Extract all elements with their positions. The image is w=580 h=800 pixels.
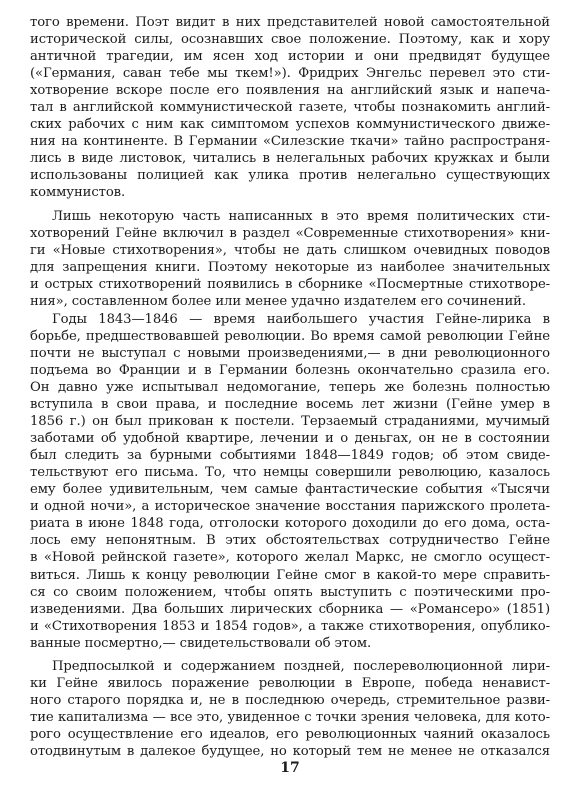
text-line: ги «Новые стихотворения», чтобы не дать слишком очевидных поводов xyxy=(30,242,550,258)
body-text xyxy=(30,14,550,760)
paragraph xyxy=(30,14,550,202)
text-line: Предпосылкой и содержанием поздней, послереволюционной лири- xyxy=(52,658,550,674)
text-line: 1856 г.) он был прикован к постели. Терзаемый страданиями, мучимый xyxy=(30,414,550,430)
text-line: исторической силы, осознавших свое положение. Поэтому, как и хору xyxy=(30,32,550,48)
text-line: вступила в свои права, и последние восемь лет жизни (Гейне умер в xyxy=(30,397,550,413)
paragraph xyxy=(30,208,550,310)
text-line: ся со своим положением, чтобы опять выступить с поэтическими про- xyxy=(30,584,550,600)
text-line: Годы 1843—1846 — время наибольшего участия Гейне-лирика в xyxy=(52,311,550,327)
paragraph xyxy=(30,311,550,652)
text-line: тие капитализма — все это, увиденное с точки зрения человека, для кото- xyxy=(30,709,550,725)
text-line: коммунистов. xyxy=(30,185,126,201)
text-line: для запрещения книги. Поэтому некоторые из наиболее значительных xyxy=(30,259,550,275)
text-line: ему более удивительным, чем самые фантастические события «Тысячи xyxy=(30,482,550,498)
text-line: почти не выступал с новыми произведениями,— в дни революционного xyxy=(30,345,550,361)
text-line: виться. Лишь к концу революции Гейне смог в какой-то мере справить- xyxy=(30,567,550,583)
text-line: заботами об удобной квартире, лечении и о деньгах, он не в состоянии xyxy=(30,431,550,447)
text-line: ния», составленном более или менее удачно издателем его сочинений. xyxy=(30,293,526,309)
text-line: Лишь некоторую часть написанных в это время политических сти- xyxy=(52,208,550,224)
text-line: отодвинутым в далекое будущее, но который тем не менее не отказался xyxy=(30,743,550,759)
text-line: в «Новой рейнской газете», которого желал Маркс, не смогло осущест- xyxy=(30,550,550,566)
text-line: лось ему непонятным. В этих обстоятельствах сотрудничество Гейне xyxy=(30,533,550,549)
text-line: Он давно уже испытывал недомогание, теперь же болезнь полностью xyxy=(30,379,550,395)
text-line: ния на континенте. В Германии «Силезские ткачи» тайно распространя- xyxy=(30,134,550,150)
text-line: тельствуют его письма. То, что немцы совершили революцию, казалось xyxy=(30,465,550,481)
text-line: и одной ночи», а историческое значение восстания парижского пролета- xyxy=(30,499,550,515)
text-line: хотворений Гейне включил в раздел «Современные стихотворения» кни- xyxy=(30,225,550,241)
page-number: 17 xyxy=(280,760,300,776)
text-line: ванные посмертно,— свидетельствовали об этом. xyxy=(30,635,372,651)
text-line: античной трагедии, им ясен ход истории и они предвидят будущее xyxy=(30,49,550,65)
text-line: ских рабочих с ним как симптомом успехов коммунистического движе- xyxy=(30,117,550,133)
text-line: риата в июне 1848 года, отголоски которого доходили до его дома, оста- xyxy=(30,516,550,532)
text-line: тал в английской коммунистической газете, чтобы познакомить англий- xyxy=(30,100,550,116)
text-line: подъема во Франции и в Германии болезнь окончательно сразила его. xyxy=(30,362,550,378)
text-line: был следить за бурными событиями 1848—1849 годов; об этом свиде- xyxy=(30,448,550,464)
text-line: и «Стихотворения 1853 и 1854 годов», а также стихотворения, опублико- xyxy=(30,618,550,634)
text-line: хотворение вскоре после его появления на английский язык и напеча- xyxy=(30,83,550,99)
text-line: ки Гейне явилось поражение революции в Европе, победа ненавист- xyxy=(30,675,550,691)
text-line: ного старого порядка и, не в последнюю очередь, стремительное разви- xyxy=(30,692,550,708)
paragraph xyxy=(30,658,550,760)
text-line: борьбе, предшествовавшей революции. Во время самой революции Гейне xyxy=(30,328,550,344)
text-line: и острых стихотворений появились в сборнике «Посмертные стихотворе- xyxy=(30,276,550,292)
text-line: использованы полицией как улика против нелегально существующих xyxy=(30,168,550,184)
text-line: («Германия, саван тебе мы ткем!»). Фридрих Энгельс перевел это сти- xyxy=(30,66,550,82)
text-line: изведениями. Два больших лирических сборника — «Романсеро» (1851) xyxy=(30,601,550,617)
text-line: лись в виде листовок, читались в нелегальных рабочих кружках и были xyxy=(30,151,550,167)
text-line: рого осуществление его идеалов, его революционных чаяний оказалось xyxy=(30,726,550,742)
text-line: того времени. Поэт видит в них представителей новой самостоятельной xyxy=(30,15,550,30)
